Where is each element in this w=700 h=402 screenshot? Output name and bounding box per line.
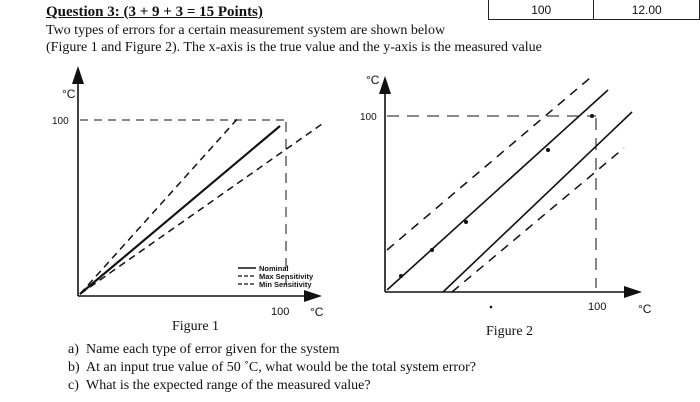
- sub-question-c-text: What is the expected range of the measured value?: [86, 378, 371, 393]
- fig2-marker-dot: [490, 306, 493, 309]
- sub-question-b: [68, 360, 476, 376]
- sub-question-a: [68, 342, 339, 358]
- fig1-x-unit: °C: [310, 305, 324, 319]
- figure-2-caption: Figure 2: [486, 324, 534, 339]
- sub-question-c-marker: c): [68, 378, 79, 393]
- fig2-point-3: [464, 220, 468, 224]
- intro-line-2: (Figure 1 and Figure 2). The x-axis is the true value and the y-axis is the measured value: [46, 40, 542, 55]
- fig2-offset-solid-line: [443, 112, 632, 292]
- fig1-y-arrow: [72, 66, 84, 84]
- fig2-x-arrow: [624, 286, 642, 298]
- fig2-x-unit: °C: [638, 302, 652, 316]
- sub-question-b-marker: b): [68, 360, 80, 375]
- legend-max-label: Max Sensitivity: [259, 272, 314, 281]
- fig1-max-sensitivity-line: [80, 116, 240, 294]
- figure-2-labels: [360, 73, 652, 316]
- fig2-point-5: [590, 114, 594, 118]
- fig2-x-tick: 100: [588, 301, 607, 313]
- sub-question-c: [68, 378, 371, 394]
- fig2-point-1: [399, 274, 403, 278]
- fig2-y-arrow: [379, 76, 391, 94]
- sub-question-b-text: At an input true value of 50 ˚C, what would be the total system error?: [86, 360, 476, 375]
- figure-2: [379, 76, 642, 308]
- intro-line-1: Two types of errors for a certain measurement system are shown below: [46, 23, 446, 38]
- fig2-point-4: [546, 148, 550, 152]
- sub-question-a-text: Name each type of error given for the system: [86, 342, 340, 357]
- fig2-y-tick: 100: [360, 112, 377, 123]
- fig1-nominal-line: [80, 126, 280, 294]
- score-cell: 12.00: [594, 0, 700, 20]
- fig1-y-tick: 100: [52, 116, 69, 127]
- legend-min-label: Min Sensitivity: [259, 280, 312, 289]
- question-heading: Question 3: (3 + 9 + 3 = 15 Points): [46, 4, 263, 20]
- legend-nominal-label: Nominal: [259, 264, 289, 273]
- fig2-point-2: [430, 248, 434, 252]
- sub-question-a-marker: a): [68, 342, 79, 357]
- fig2-y-unit: °C: [366, 73, 380, 87]
- fig1-x-arrow: [304, 290, 322, 302]
- figure-1-caption: Figure 1: [172, 319, 220, 334]
- fig1-y-unit: °C: [62, 87, 76, 101]
- fig2-offset-dashed-lower: [452, 148, 624, 292]
- total-points-cell: 100: [489, 0, 594, 20]
- fig2-nominal-line: [387, 90, 608, 290]
- fig2-offset-dashed-upper: [387, 78, 590, 250]
- fig1-x-tick: 100: [271, 306, 290, 318]
